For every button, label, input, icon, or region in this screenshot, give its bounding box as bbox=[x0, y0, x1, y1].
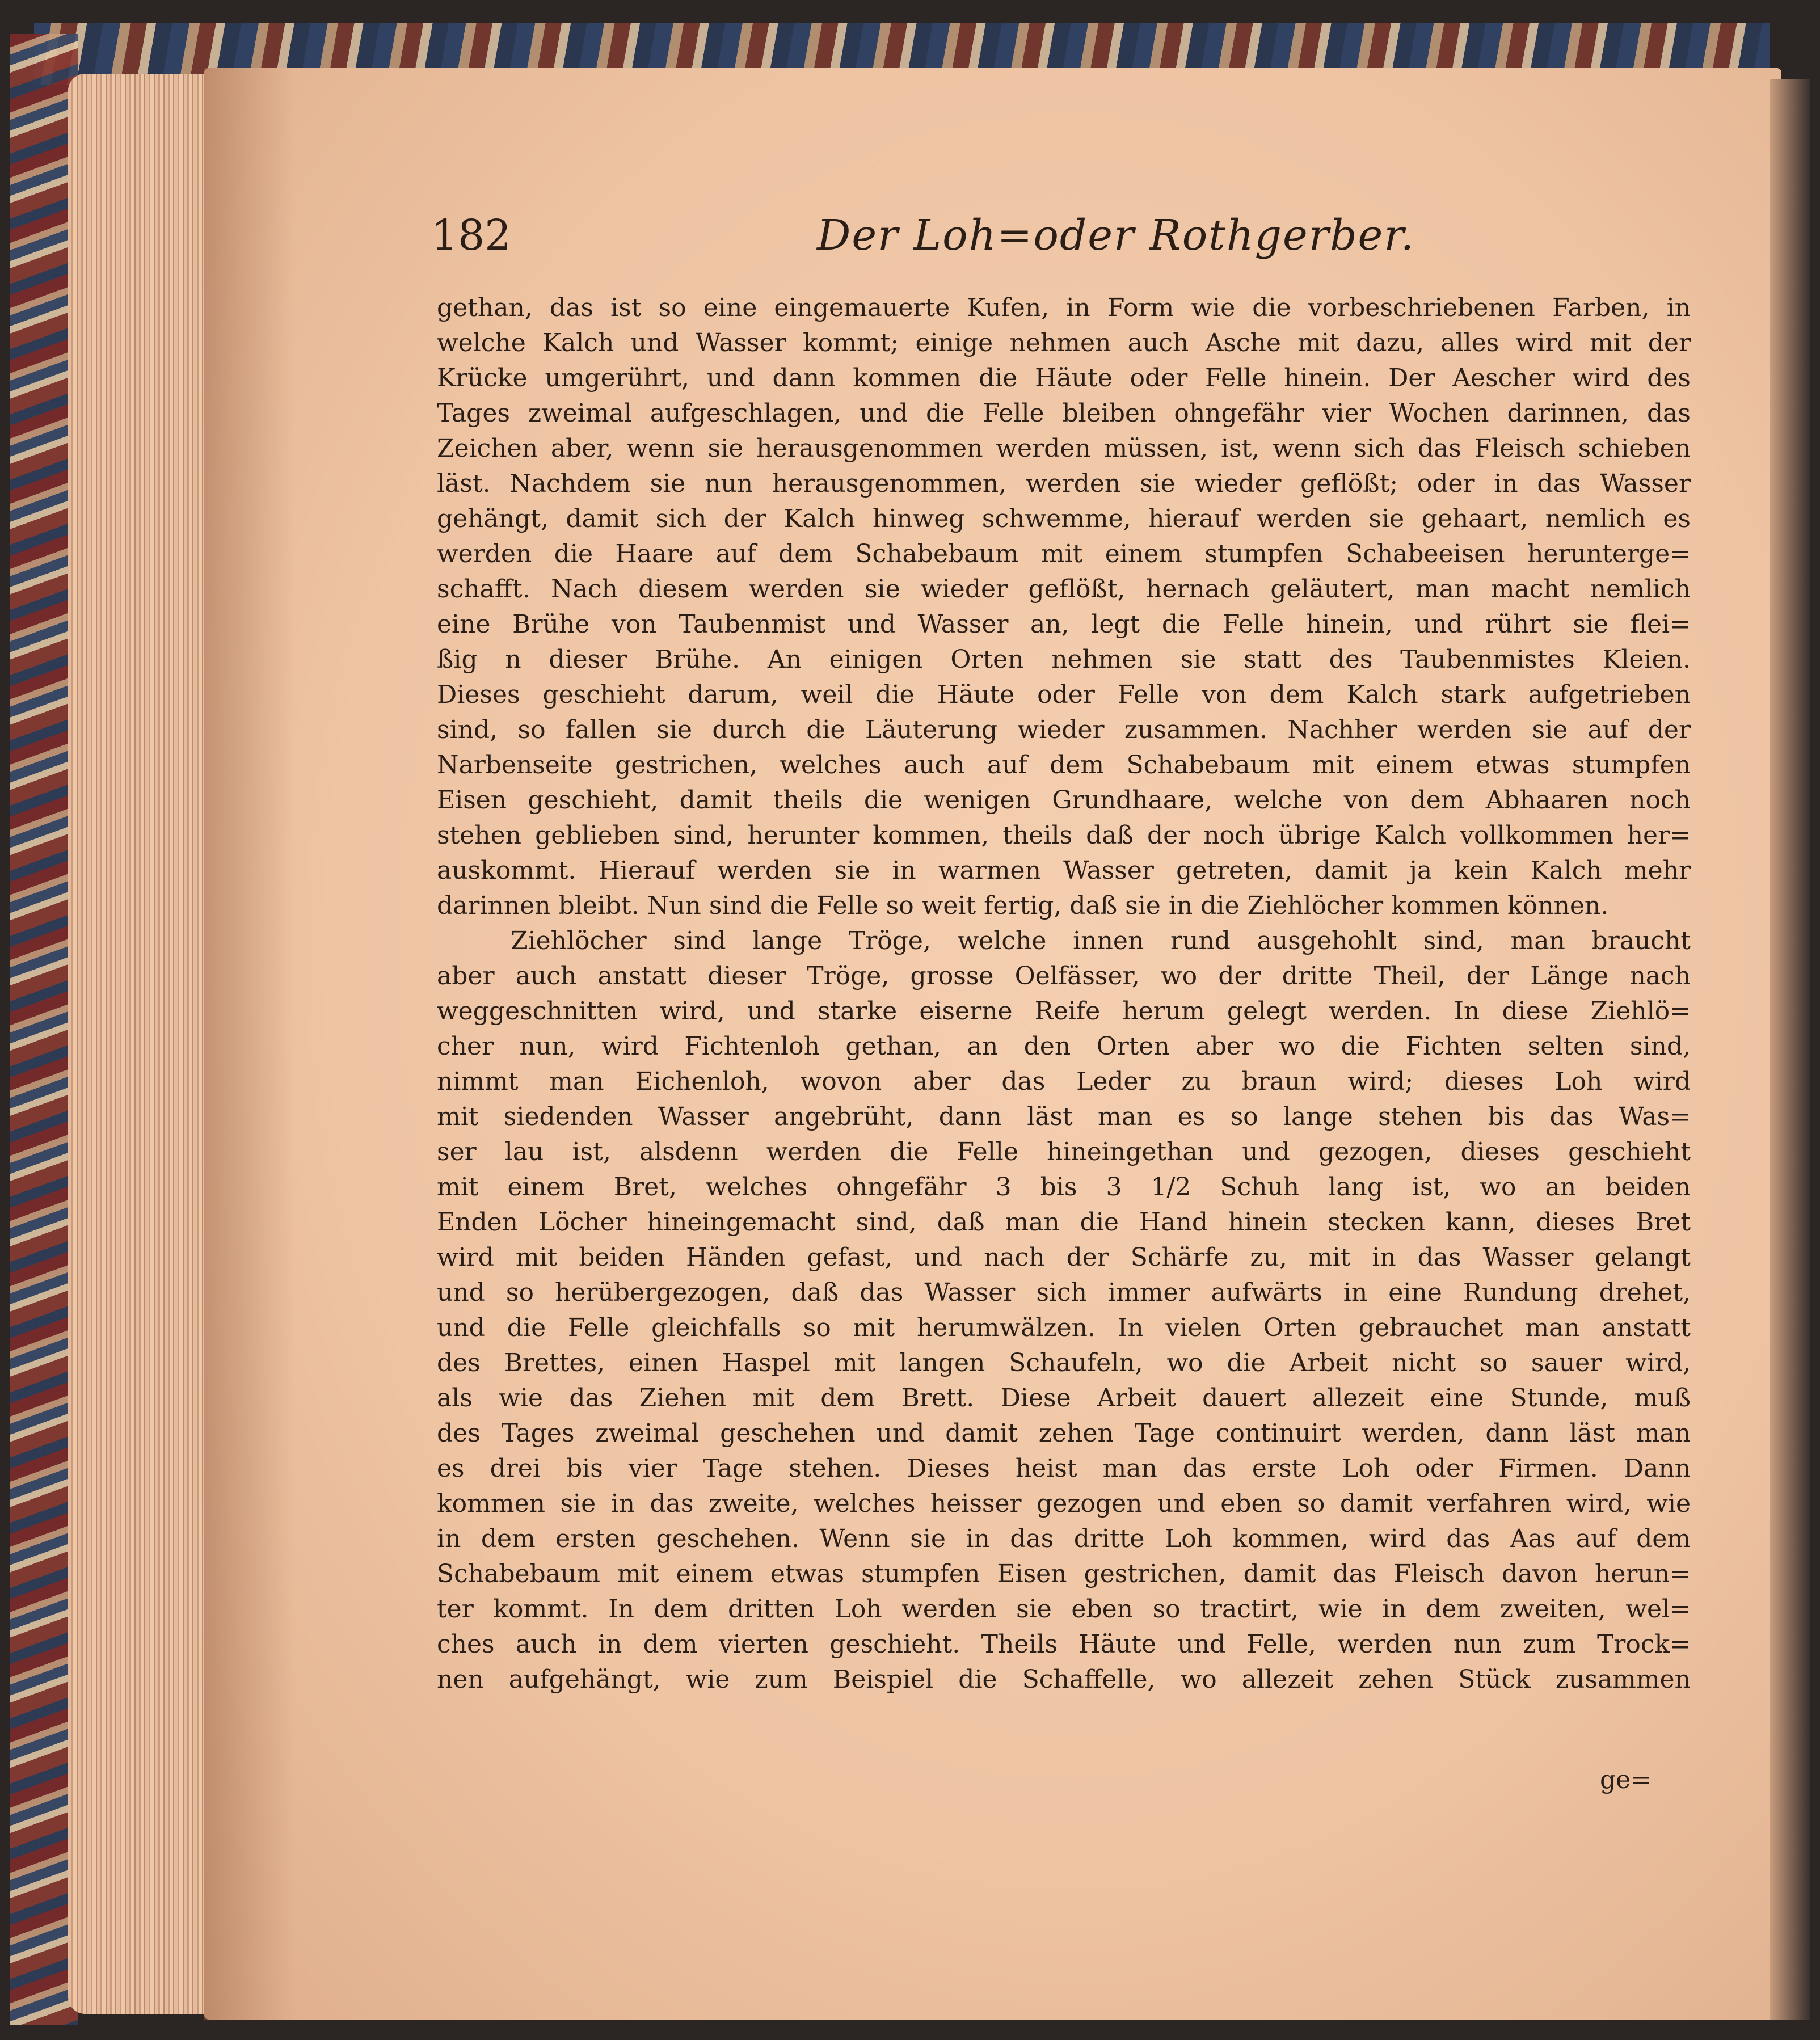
text-line: kommen sie in das zweite, welches heisser gezogen und eben so damit verfahren wird, wie bbox=[437, 1489, 1691, 1518]
text-line: stehen geblieben sind, herunter kommen, theils daß der noch übrige Kalch vollkommen her= bbox=[437, 821, 1691, 850]
text-line: gethan, das ist so eine eingemauerte Kufen, in Form wie die vorbeschriebenen Farben, in bbox=[437, 293, 1691, 322]
text-line: cher nun, wird Fichtenloh gethan, an den Orten aber wo die Fichten selten sind, bbox=[437, 1032, 1691, 1061]
text-line: Krücke umgerührt, und dann kommen die Häute oder Felle hinein. Der Aescher wird des bbox=[437, 364, 1691, 393]
text-line: nimmt man Eichenloh, wovon aber das Leder zu braun wird; dieses Loh wird bbox=[437, 1067, 1691, 1096]
text-line: Narbenseite gestrichen, welches auch auf dem Schabebaum mit einem etwas stumpfen bbox=[437, 751, 1691, 779]
page-number: 182 bbox=[431, 211, 512, 260]
text-line: ßig n dieser Brühe. An einigen Orten nehmen sie statt des Taubenmistes Kleien. bbox=[437, 645, 1691, 674]
text-line: aber auch anstatt dieser Tröge, grosse Oelfässer, wo der dritte Theil, der Länge nach bbox=[437, 962, 1691, 991]
text-line: eine Brühe von Taubenmist und Wasser an, legt die Felle hinein, und rührt sie flei= bbox=[437, 610, 1691, 639]
page-stack-edges bbox=[68, 74, 227, 2014]
text-line: Enden Löcher hineingemacht sind, daß man die Hand hinein stecken kann, dieses Bret bbox=[437, 1208, 1691, 1237]
text-line: Eisen geschieht, damit theils die wenigen Grundhaare, welche von dem Abhaaren noch bbox=[437, 786, 1691, 815]
text-line: mit siedenden Wasser angebrüht, dann läst man es so lange stehen bis das Was= bbox=[437, 1102, 1691, 1131]
gutter-shadow bbox=[204, 68, 295, 2020]
text-line: mit einem Bret, welches ohngefähr 3 bis 3 1/2 Schuh lang ist, wo an beiden bbox=[437, 1173, 1691, 1202]
text-line: wird mit beiden Händen gefast, und nach der Schärfe zu, mit in das Wasser gelangt bbox=[437, 1243, 1691, 1272]
text-line: und die Felle gleichfalls so mit herumwälzen. In vielen Orten gebrauchet man anstatt bbox=[437, 1313, 1691, 1342]
text-line: ter kommt. In dem dritten Loh werden sie eben so tractirt, wie in dem zweiten, wel= bbox=[437, 1595, 1691, 1624]
text-line: des Brettes, einen Haspel mit langen Schaufeln, wo die Arbeit nicht so sauer wird, bbox=[437, 1348, 1691, 1377]
text-line: weggeschnitten wird, und starke eiserne Reife herum gelegt werden. In diese Ziehlö= bbox=[437, 997, 1691, 1026]
text-line: läst. Nachdem sie nun herausgenommen, werden sie wieder geflößt; oder in das Wasser bbox=[437, 469, 1691, 498]
text-line: des Tages zweimal geschehen und damit zehen Tage continuirt werden, dann läst man bbox=[437, 1419, 1691, 1448]
text-line: nen aufgehängt, wie zum Beispiel die Schaffelle, wo allezeit zehen Stück zusammen bbox=[437, 1665, 1691, 1694]
text-line: schafft. Nach diesem werden sie wieder geflößt, hernach geläutert, man macht nemlich bbox=[437, 575, 1691, 604]
text-line: gehängt, damit sich der Kalch hinweg schwemme, hierauf werden sie gehaart, nemlich es bbox=[437, 504, 1691, 533]
text-line: Tages zweimal aufgeschlagen, und die Felle bleiben ohngefähr vier Wochen darinnen, das bbox=[437, 399, 1691, 428]
text-line: es drei bis vier Tage stehen. Dieses heist man das erste Loh oder Firmen. Dann bbox=[437, 1454, 1691, 1483]
text-line: sind, so fallen sie durch die Läuterung wieder zusammen. Nachher werden sie auf der bbox=[437, 715, 1691, 744]
text-line: als wie das Ziehen mit dem Brett. Diese Arbeit dauert allezeit eine Stunde, muß bbox=[437, 1384, 1691, 1413]
running-title: Der Loh=oder Rothgerber. bbox=[817, 211, 1415, 260]
catchword: ge= bbox=[1600, 1765, 1652, 1794]
text-line: Zeichen aber, wenn sie herausgenommen werden müssen, ist, wenn sich das Fleisch schieben bbox=[437, 434, 1691, 463]
text-line: und so herübergezogen, daß das Wasser sich immer aufwärts in eine Rundung drehet, bbox=[437, 1278, 1691, 1307]
text-line: Dieses geschieht darum, weil die Häute oder Felle von dem Kalch stark aufgetrieben bbox=[437, 680, 1691, 709]
text-line: werden die Haare auf dem Schabebaum mit einem stumpfen Schabeeisen herunterge= bbox=[437, 539, 1691, 568]
text-line: Schabebaum mit einem etwas stumpfen Eisen gestrichen, damit das Fleisch davon herun= bbox=[437, 1559, 1691, 1588]
body-text bbox=[437, 290, 1691, 1697]
text-line: ches auch in dem vierten geschieht. Theils Häute und Felle, werden nun zum Trock= bbox=[437, 1630, 1691, 1659]
text-line: in dem ersten geschehen. Wenn sie in das dritte Loh kommen, wird das Aas auf dem bbox=[437, 1524, 1691, 1553]
text-line: darinnen bleibt. Nun sind die Felle so weit fertig, daß sie in die Ziehlöcher kommen können. bbox=[437, 891, 1609, 920]
paragraph-start-line: Ziehlöcher sind lange Tröge, welche innen rund ausgehohlt sind, man braucht bbox=[511, 926, 1691, 955]
text-line: ser lau ist, alsdenn werden die Felle hineingethan und gezogen, dieses geschieht bbox=[437, 1137, 1691, 1166]
text-line: auskommt. Hierauf werden sie in warmen Wasser getreten, damit ja kein Kalch mehr bbox=[437, 856, 1691, 885]
facing-page-edge bbox=[1770, 79, 1810, 2020]
text-line: welche Kalch und Wasser kommt; einige nehmen auch Asche mit dazu, alles wird mit der bbox=[437, 328, 1691, 357]
